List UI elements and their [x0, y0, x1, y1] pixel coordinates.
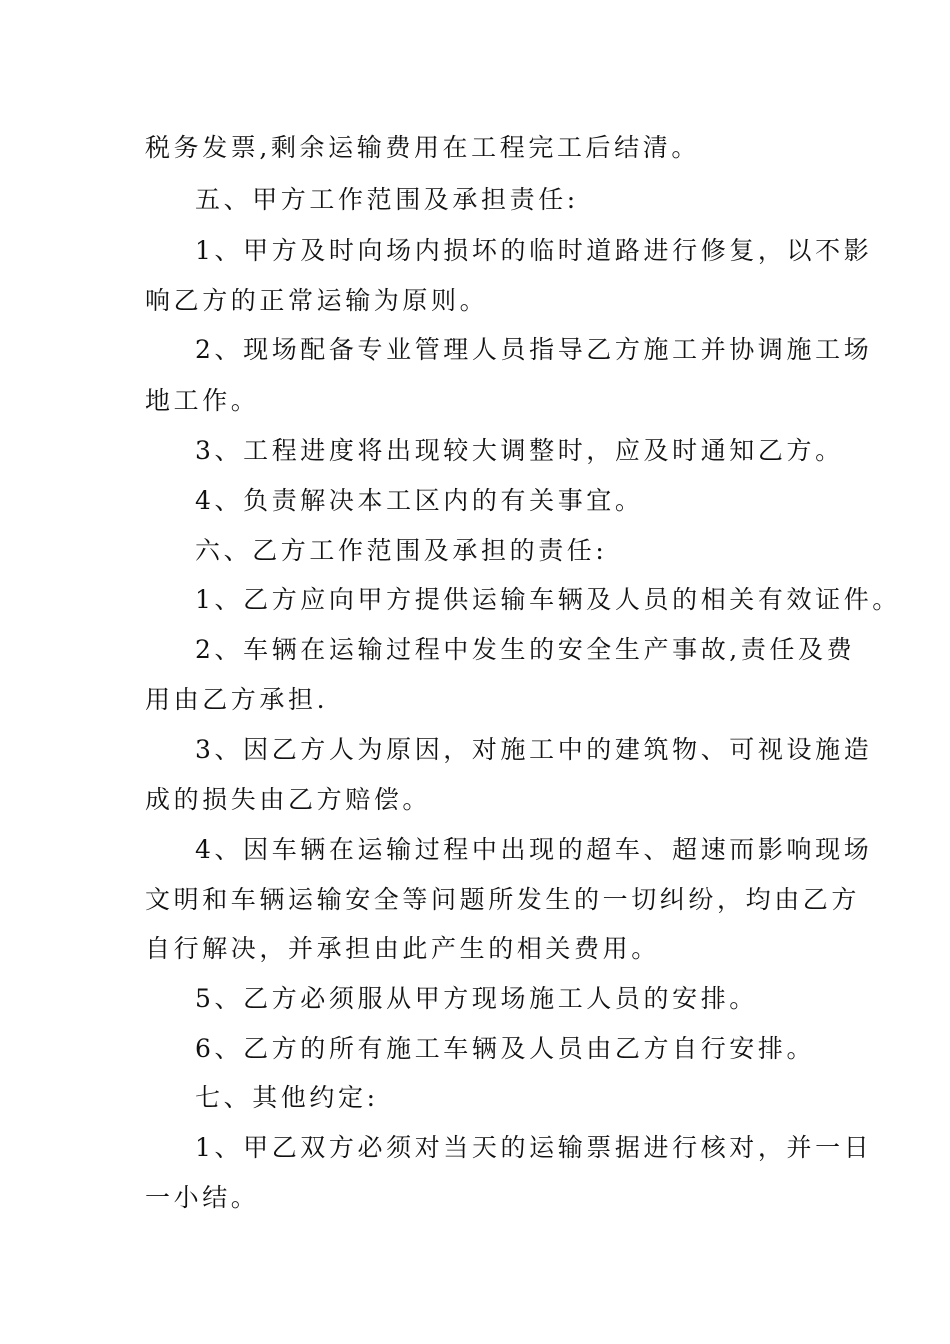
text-line-tax-invoice: 税务发票,剩余运输费用在工程完工后结清。: [145, 133, 700, 162]
clause-7-1-line-1: 1、甲乙双方必须对当天的运输票据进行核对，并一日: [195, 1133, 873, 1162]
clause-6-4-line-3: 自行解决，并承担由此产生的相关费用。: [145, 934, 660, 963]
clause-5-1-line-1: 1、甲方及时向场内损坏的临时道路进行修复，以不影: [195, 236, 873, 265]
clause-5-1-line-2: 响乙方的正常运输为原则。: [145, 286, 489, 315]
clause-5-2-line-2: 地工作。: [145, 386, 260, 415]
clause-6-3-line-1: 3、因乙方人为原因，对施工中的建筑物、可视设施造: [195, 735, 873, 764]
clause-7-1-line-2: 一小结。: [145, 1183, 260, 1212]
clause-6-2-line-1: 2、车辆在运输过程中发生的安全生产事故,责任及费: [195, 635, 856, 664]
clause-6-2-line-2: 用由乙方承担.: [145, 685, 329, 714]
clause-5-3: 3、工程进度将出现较大调整时，应及时通知乙方。: [195, 436, 844, 465]
section-heading-5: 五、甲方工作范围及承担责任:: [195, 185, 579, 214]
clause-6-6: 6、乙方的所有施工车辆及人员由乙方自行安排。: [195, 1034, 816, 1063]
section-heading-7: 七、其他约定:: [195, 1083, 379, 1112]
clause-6-4-line-2: 文明和车辆运输安全等问题所发生的一切纠纷，均由乙方: [145, 885, 861, 914]
clause-5-4: 4、负责解决本工区内的有关事宜。: [195, 486, 644, 515]
clause-5-2-line-1: 2、现场配备专业管理人员指导乙方施工并协调施工场: [195, 335, 873, 364]
clause-6-3-line-2: 成的损失由乙方赔偿。: [145, 785, 432, 814]
clause-6-1: 1、乙方应向甲方提供运输车辆及人员的相关有效证件。: [195, 585, 901, 614]
section-heading-6: 六、乙方工作范围及承担的责任:: [195, 536, 608, 565]
clause-6-4-line-1: 4、因车辆在运输过程中出现的超车、超速而影响现场: [195, 835, 873, 864]
clause-6-5: 5、乙方必须服从甲方现场施工人员的安排。: [195, 984, 758, 1013]
